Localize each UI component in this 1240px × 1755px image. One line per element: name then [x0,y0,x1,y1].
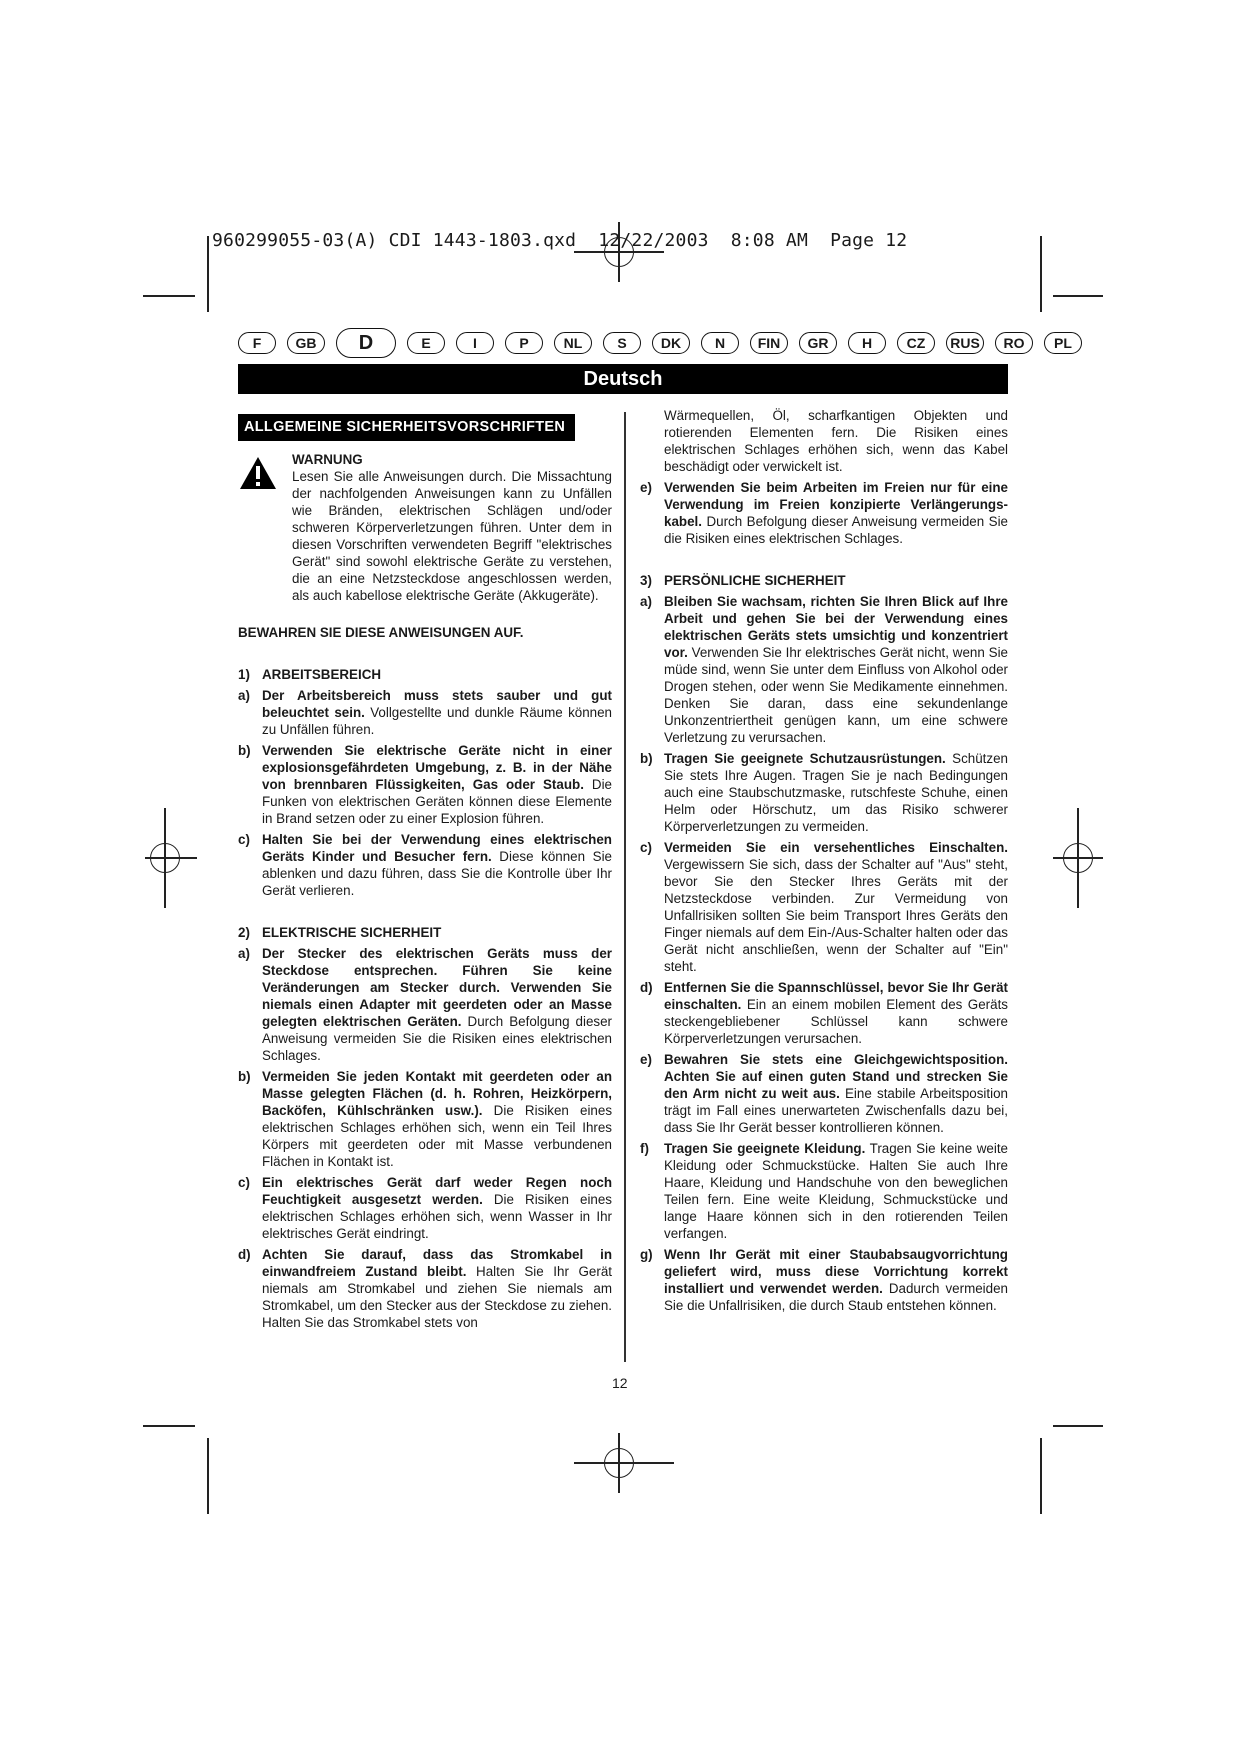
item-body-text: Halten Sie Ihr Gerät niemals am Stromkabel und ziehen Sie niemals am Stromkabel, um den Stecker aus der Steckdose zu ziehen. Halten Sie das Stromkabel stets von [262,1264,613,1330]
language-tabs [238,328,1072,358]
item-label: c) [640,840,652,855]
item-text [664,593,1008,746]
language-tab-gr[interactable]: GR [799,332,837,354]
item-text [262,687,612,738]
crop-mark [1040,1438,1042,1514]
language-tab-fin[interactable]: FIN [750,332,788,354]
section-heading-title: PERSÖNLICHE SICHERHEIT [664,573,846,588]
item-text [664,1051,1008,1136]
crop-mark [1040,236,1042,312]
list-item [640,1051,1008,1136]
language-tab-s[interactable]: S [603,332,641,354]
item-bold-text: Ein elektrisches Gerät darf weder Regen noch Feuchtigkeit ausgesetzt werden. [262,1175,612,1207]
crop-mark [1053,295,1103,297]
item-bold-text: Bewahren Sie stets eine Gleichgewichtsposition. Achten Sie auf einen guten Stand und strecken Sie den Arm nicht zu weit aus. [664,1052,1008,1101]
language-tab-p[interactable]: P [505,332,543,354]
item-label: d) [640,980,653,995]
crop-mark [143,295,195,297]
list-item [640,593,1008,746]
right-column [640,407,1008,1314]
crop-mark [143,1425,195,1427]
item-text [664,839,1008,975]
list-item [640,750,1008,835]
item-label: a) [238,688,250,703]
crop-mark [207,1438,209,1514]
list-item [238,742,612,827]
language-tab-gb[interactable]: GB [287,332,325,354]
item-body-text: Diese können Sie ablenken und dazu führen, dass Sie die Kontrolle über Ihr Gerät verlieren. [262,849,612,898]
continued-text: Wärmequellen, Öl, scharfkantigen Objekten und rotierenden Elementen fern. Die Risiken eines elektrischen Schlages erhöhen sich, wenn das Kabel beschädigt oder verwickelt ist. [664,408,1008,474]
item-bold-text: Der Stecker des elektrischen Geräts muss der Steckdose entsprechen. Führen Sie keine Veränderungen am Stecker durch. Verwenden Sie niemals einen Adapter mit geerdeten oder an Masse gelegten elektrischen Geräten. [262,946,612,1029]
item-label: d) [238,1247,251,1262]
page-number: 12 [612,1375,628,1391]
language-tab-cz[interactable]: CZ [897,332,935,354]
item-text [262,742,612,827]
language-tab-f[interactable]: F [238,332,276,354]
item-body-text: Durch Befolgung dieser Anweisung vermeiden Sie die Risiken eines elektrischen Schlages. [262,1014,612,1063]
language-tab-rus[interactable]: RUS [946,332,984,354]
item-label: f) [640,1141,649,1156]
language-tab-ro[interactable]: RO [995,332,1033,354]
section-number: 2) [238,925,250,940]
list-item [640,479,1008,547]
list-item [238,1068,612,1170]
list-item [640,1140,1008,1242]
list-item [238,1174,612,1242]
list-item [640,1246,1008,1314]
item-text [262,1068,612,1170]
crop-mark [1053,1425,1103,1427]
section-heading-title: ARBEITSBEREICH [262,667,382,682]
section-heading [640,572,1008,589]
warning-block [238,451,612,604]
item-body-text: Die Risiken eines elektrischen Schlages erhöhen sich, wenn Wasser in Ihr elektrisches Gerät eindringt. [262,1192,613,1241]
item-body-text: Schützen Sie stets Ihre Augen. Tragen Sie je nach Bedingungen auch eine Staubschutzmaske, rutschfeste Schuhe, einen Helm oder Hörschutz, um das Risiko schwerer Körperverletzungen zu vermeiden. [664,751,1008,834]
item-text [262,1174,612,1242]
item-label: e) [640,480,652,495]
language-tab-i[interactable]: I [456,332,494,354]
item-bold-text: Vermeiden Sie ein versehentliches Einschalten. [664,840,1008,855]
item-bold-text: Entfernen Sie die Spannschlüssel, bevor Sie Ihr Gerät einschalten. [664,980,1008,1012]
section-heading-title: ELEKTRISCHE SICHERHEIT [262,925,442,940]
warning-title: WARNUNG [292,452,363,467]
item-body-text: Vergewissern Sie sich, dass der Schalter auf "Aus" steht, bevor Sie den Stecker Ihres Geräts mit der Netzsteckdose verbinden. Zur Vermeidung von Unfallrisiken sollten Sie beim Transport Ihres Geräts den Finger niemals auf dem Ein-/Aus-Schalter halten oder das Gerät nicht anschließen, wenn der Schalter auf "Ein" steht. [664,857,1008,974]
list-item [640,839,1008,975]
language-tab-pl[interactable]: PL [1044,332,1082,354]
item-text [664,750,1008,835]
left-sections [238,666,612,1331]
page-title: Deutsch [238,364,1008,394]
list-item [640,979,1008,1047]
item-text [664,1246,1008,1314]
section-heading [238,666,612,683]
item-text [262,1246,612,1331]
language-tab-e[interactable]: E [407,332,445,354]
list-item [238,1246,612,1331]
item-bold-text: Vermeiden Sie jeden Kontakt mit geerdeten oder an Masse gelegten Flächen (d. h. Rohren, Heizkörpern, Backöfen, Kühlschränken usw.). [262,1069,612,1118]
item-bold-text: Tragen Sie geeignete Kleidung. [664,1141,866,1156]
section-heading [238,924,612,941]
item-label: a) [238,946,250,961]
item-text [664,1140,1008,1242]
list-item [238,687,612,738]
column-divider [624,412,626,1362]
item-bold-text: Verwenden Sie elektrische Geräte nicht in einer explosionsgefährdeten Umgebung, z. B. in der Nähe von brennbaren Flüssigkeiten, Gas oder Staub. [262,743,612,792]
item-label: c) [238,1175,250,1190]
item-label: b) [640,751,653,766]
item-label: e) [640,1052,652,1067]
item-bold-text: Der Arbeitsbereich muss stets sauber und gut beleuchtet sein. [262,688,612,720]
language-tab-d[interactable]: D [336,328,396,358]
list-item [238,831,612,899]
left-column [238,414,612,1331]
item-label: g) [640,1247,653,1262]
item-bold-text: Achten Sie darauf, dass das Stromkabel in einwandfreiem Zustand bleibt. [262,1247,612,1279]
section-number: 1) [238,667,250,682]
right-top-items [640,479,1008,547]
item-body-text: Tragen Sie keine weite Kleidung oder Schmuckstücke. Halten Sie auch Ihre Haare, Kleidung und Handschuhe von den beweglichen Teilen fern. Eine weite Kleidung, Schmuckstücke und lange Haare können sich in den rotierenden Teilen verfangen. [664,1141,1008,1241]
item-body-text: Vollgestellte und dunkle Räume können zu Unfällen führen. [262,705,612,737]
item-label: b) [238,743,251,758]
item-bold-text: Halten Sie bei der Verwendung eines elektrischen Geräts Kinder und Besucher fern. [262,832,612,864]
item-bold-text: Tragen Sie geeignete Schutzausrüstungen. [664,751,946,766]
keep-instructions-notice: BEWAHREN SIE DIESE ANWEISUNGEN AUF. [238,625,524,640]
item-text [262,945,612,1064]
section-number: 3) [640,573,652,588]
warning-triangle-icon [238,451,278,604]
warning-text: Lesen Sie alle Anweisungen durch. Die Missachtung der nachfolgenden Anweisungen kann zu Unfällen wie Bränden, elektrischen Schlägen und/oder schweren Körperverletzungen führen. Unter dem in diesen Vorschriften verwendeten Begriff "elektrisches Gerät" sind sowohl elektrische Geräte zu verstehen, die an eine Netzsteckdose angeschlossen werden, als auch kabellose elektrische Geräte (Akkugeräte). [292,469,612,603]
right-section [640,572,1008,1314]
item-label: c) [238,832,250,847]
item-text [262,831,612,899]
language-tab-h[interactable]: H [848,332,886,354]
language-tab-n[interactable]: N [701,332,739,354]
language-tab-dk[interactable]: DK [652,332,690,354]
item-body-text: Dadurch vermeiden Sie die Unfallrisiken, die durch Staub entstehen können. [664,1281,1008,1313]
item-bold-text: Wenn Ihr Gerät mit einer Staubabsaugvorrichtung geliefert wird, muss diese Vorrichtung korrekt installiert und verwendet werden. [664,1247,1008,1296]
section-title: ALLGEMEINE SICHERHEITSVORSCHRIFTEN [238,414,575,441]
list-item [238,945,612,1064]
item-body-text: Die Risiken eines elektrischen Schlages erhöhen sich, wenn ein Teil Ihres Körpers mit geerdeten oder mit Masse verbundenen Flächen in Kontakt ist. [262,1103,613,1169]
print-slug-line: 960299055-03(A) CDI 1443-1803.qxd 12/22/2003 8:08 AM Page 12 [212,230,908,251]
item-bold-text: Verwenden Sie beim Arbeiten im Freien nur für eine Verwendung im Freien konzipierte Verlängerungs-kabel. [664,480,1008,529]
language-tab-nl[interactable]: NL [554,332,592,354]
item-text [664,979,1008,1047]
item-label: b) [238,1069,251,1084]
item-text [664,479,1008,547]
item-bold-text: Bleiben Sie wachsam, richten Sie Ihren Blick auf Ihre Arbeit und gehen Sie bei der Verwendung eines elektrischen Geräts stets umsichtig und konzentriert vor. [664,594,1008,660]
item-label: a) [640,594,652,609]
item-body-text: Verwenden Sie Ihr elektrisches Gerät nicht, wenn Sie müde sind, wenn Sie unter dem Einfluss von Alkohol oder Drogen stehen, oder wenn Sie Medikamente einnehmen. Denken Sie daran, dass eine sekundenlange Unkonzentriertheit genügen kann, um eine schwere Verletzung zu verursachen. [664,645,1008,745]
item-body-text: Eine stabile Arbeitsposition trägt im Fall eines unerwarteten Zwischenfalls dazu bei, dass Sie Ihr Gerät besser kontrollieren können. [664,1086,1008,1135]
crop-mark [207,236,209,312]
item-body-text: Die Funken von elektrischen Geräten können diese Elemente in Brand setzen oder zu einer Explosion führen. [262,777,612,826]
item-body-text: Durch Befolgung dieser Anweisung vermeiden Sie die Risiken eines elektrischen Schlages. [664,514,1008,546]
item-body-text: Ein an einem mobilen Element des Geräts steckengebliebener Schlüssel kann schwere Körperverletzungen verursachen. [664,997,1008,1046]
